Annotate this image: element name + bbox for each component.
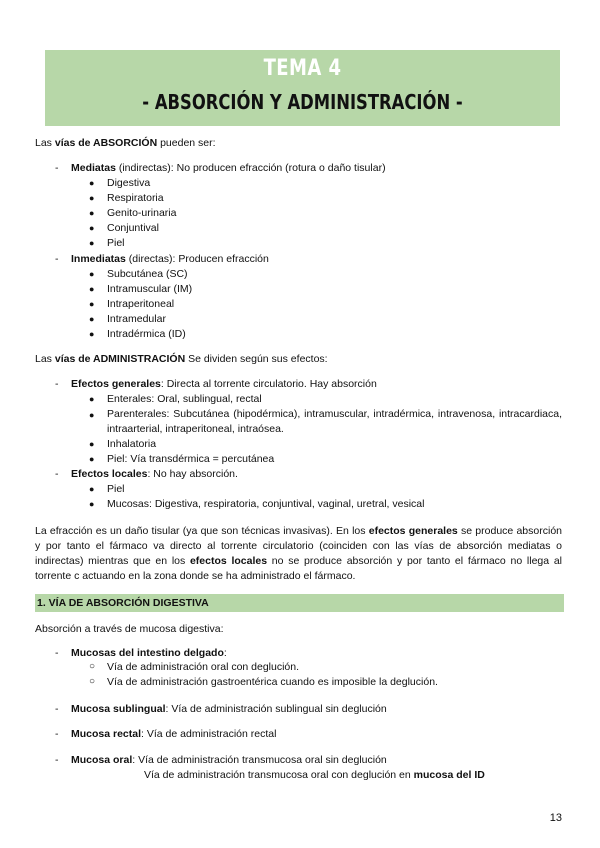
list-item-parenterales: ● Parenterales: Subcutánea (hipodérmica), intramuscular, intradérmica, intravenosa, intracardiaca, intraarterial, intraperitoneal, intraósea. <box>89 408 562 435</box>
list-item-continuation: Vía de administración transmucosa oral con deglución en mucosa del ID <box>144 769 485 781</box>
section-intro: Absorción a través de mucosa digestiva: <box>35 623 224 635</box>
title-banner <box>45 50 560 126</box>
page-title: TEMA 4 <box>263 56 342 81</box>
explanation-paragraph: La efracción es un daño tisular (ya que son técnicas invasivas). En los efectos generales se produce absorción y por tanto el fármaco va directo al torrente circulatorio (coinciden con las vías de absorción mediatas o indirectas) mientras que en los efectos locales no se produce absorción y por tanto el fármaco no llega al torrente c actuando en la zona donde se ha administrado el fármaco. <box>35 525 562 582</box>
page-subtitle: - ABSORCIÓN Y ADMINISTRACIÓN - <box>142 90 463 114</box>
absorcion-intro: Las vías de ABSORCIÓN pueden ser: <box>35 137 216 149</box>
administracion-intro: Las vías de ADMINISTRACIÓN Se dividen según sus efectos: <box>35 353 328 365</box>
page-number: 13 <box>549 812 562 824</box>
section-heading: 1. VÍA DE ABSORCIÓN DIGESTIVA <box>35 594 564 612</box>
